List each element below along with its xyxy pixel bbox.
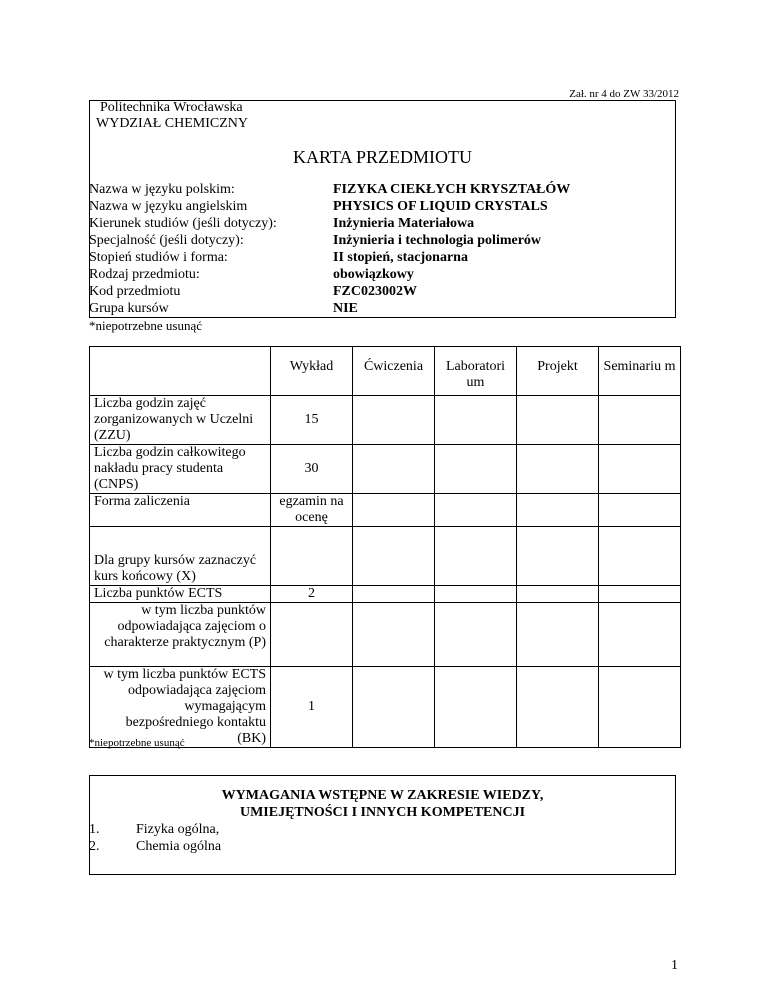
info-value: NIE (333, 301, 358, 316)
empty-cell (517, 494, 599, 527)
empty-cell (517, 667, 599, 748)
empty-cell (435, 603, 517, 667)
page-title: KARTA PRZEDMIOTU (293, 147, 472, 167)
info-label: Grupa kursów (89, 301, 169, 316)
institution-header (96, 100, 248, 132)
item-text: Chemia ogólna (136, 839, 222, 854)
row-label: Forma zaliczenia (90, 494, 271, 527)
table-row (90, 603, 681, 667)
header-exercises: Ćwiczenia (353, 347, 435, 396)
table-header-row (90, 347, 681, 396)
info-value: FIZYKA CIEKŁYCH KRYSZTAŁÓW (333, 182, 571, 197)
info-row-specialty (89, 232, 570, 249)
hours-table (89, 346, 681, 748)
row-label: w tym liczba punktów odpowiadająca zajęciom o charakterze praktycznym (P) (90, 603, 271, 667)
info-label: Rodzaj przedmiotu: (89, 267, 200, 282)
lecture-value (271, 527, 353, 586)
table-row (90, 586, 681, 603)
info-value: Inżynieria i technologia polimerów (333, 233, 542, 248)
info-row-code (89, 283, 570, 300)
info-row-polish-name (89, 181, 570, 198)
info-value: FZC023002W (333, 284, 417, 299)
empty-cell (435, 586, 517, 603)
item-number: 1. (89, 822, 100, 837)
info-label: Specjalność (jeśli dotyczy): (89, 233, 244, 248)
lecture-value: 2 (271, 586, 353, 603)
item-text: Fizyka ogólna, (136, 822, 220, 837)
lecture-value: 15 (271, 396, 353, 445)
table-row (90, 396, 681, 445)
lecture-value: egzamin na ocenę (271, 494, 353, 527)
empty-cell (435, 494, 517, 527)
info-label: Nazwa w języku angielskim (89, 199, 248, 214)
info-value: II stopień, stacjonarna (333, 250, 468, 265)
university-name: Politechnika Wrocławska (100, 100, 243, 115)
row-label: Liczba godzin zajęć zorganizowanych w Uczelni (ZZU) (90, 396, 271, 445)
table-row (90, 445, 681, 494)
info-label: Nazwa w języku polskim: (89, 182, 235, 197)
empty-cell (517, 396, 599, 445)
empty-cell (599, 396, 681, 445)
empty-cell (599, 445, 681, 494)
empty-cell (599, 494, 681, 527)
header-seminar: Seminariu m (599, 347, 681, 396)
empty-cell (517, 586, 599, 603)
info-row-field (89, 215, 570, 232)
table-row (90, 527, 681, 586)
lecture-value: 1 (271, 667, 353, 748)
empty-cell (353, 603, 435, 667)
info-row-type (89, 266, 570, 283)
info-value: Inżynieria Materiałowa (333, 216, 475, 231)
item-number: 2. (89, 839, 100, 854)
empty-cell (435, 445, 517, 494)
info-label: Kierunek studiów (jeśli dotyczy): (89, 216, 277, 231)
empty-cell (517, 603, 599, 667)
empty-cell (599, 586, 681, 603)
requirements-title: WYMAGANIA WSTĘPNE W ZAKRESIE WIEDZY, UMIEJĘTNOŚCI I INNYCH KOMPETENCJI (221, 788, 544, 820)
row-label: Dla grupy kursów zaznaczyć kurs końcowy (X) (90, 527, 271, 586)
info-value: obowiązkowy (333, 267, 414, 282)
table-row (90, 494, 681, 527)
footnote: *niepotrzebne usunąć (89, 737, 185, 749)
empty-cell (599, 603, 681, 667)
info-label: Stopień studiów i forma: (89, 250, 228, 265)
info-row-degree (89, 249, 570, 266)
info-value: PHYSICS OF LIQUID CRYSTALS (333, 199, 548, 214)
empty-cell (353, 586, 435, 603)
row-label: Liczba godzin całkowitego nakładu pracy studenta (CNPS) (90, 445, 271, 494)
empty-cell (435, 667, 517, 748)
list-item (89, 838, 221, 855)
document-reference: Zał. nr 4 do ZW 33/2012 (569, 88, 679, 100)
header-laboratory: Laboratori um (435, 347, 517, 396)
course-info (89, 181, 570, 334)
row-label: w tym liczba punktów ECTS odpowiadająca zajęciom wymagającym bezpośredniego kontaktu (BK) (90, 667, 271, 748)
empty-cell (517, 527, 599, 586)
empty-cell (435, 527, 517, 586)
header-project: Projekt (517, 347, 599, 396)
empty-cell (353, 396, 435, 445)
info-label: Kod przedmiotu (89, 284, 181, 299)
empty-cell (353, 527, 435, 586)
lecture-value (271, 603, 353, 667)
info-row-english-name (89, 198, 570, 215)
header-empty-cell (90, 347, 271, 396)
empty-cell (517, 445, 599, 494)
empty-cell (435, 396, 517, 445)
empty-cell (599, 667, 681, 748)
empty-cell (353, 494, 435, 527)
requirements-list (89, 821, 221, 855)
info-row-group (89, 300, 570, 317)
empty-cell (353, 445, 435, 494)
list-item (89, 821, 221, 838)
empty-cell (353, 667, 435, 748)
header-lecture: Wykład (271, 347, 353, 396)
lecture-value: 30 (271, 445, 353, 494)
empty-cell (599, 527, 681, 586)
row-label: Liczba punktów ECTS (90, 586, 271, 603)
faculty-name: WYDZIAŁ CHEMICZNY (96, 116, 249, 131)
footnote: *niepotrzebne usunąć (89, 318, 202, 333)
page-number: 1 (671, 958, 678, 973)
table-row (90, 667, 681, 748)
